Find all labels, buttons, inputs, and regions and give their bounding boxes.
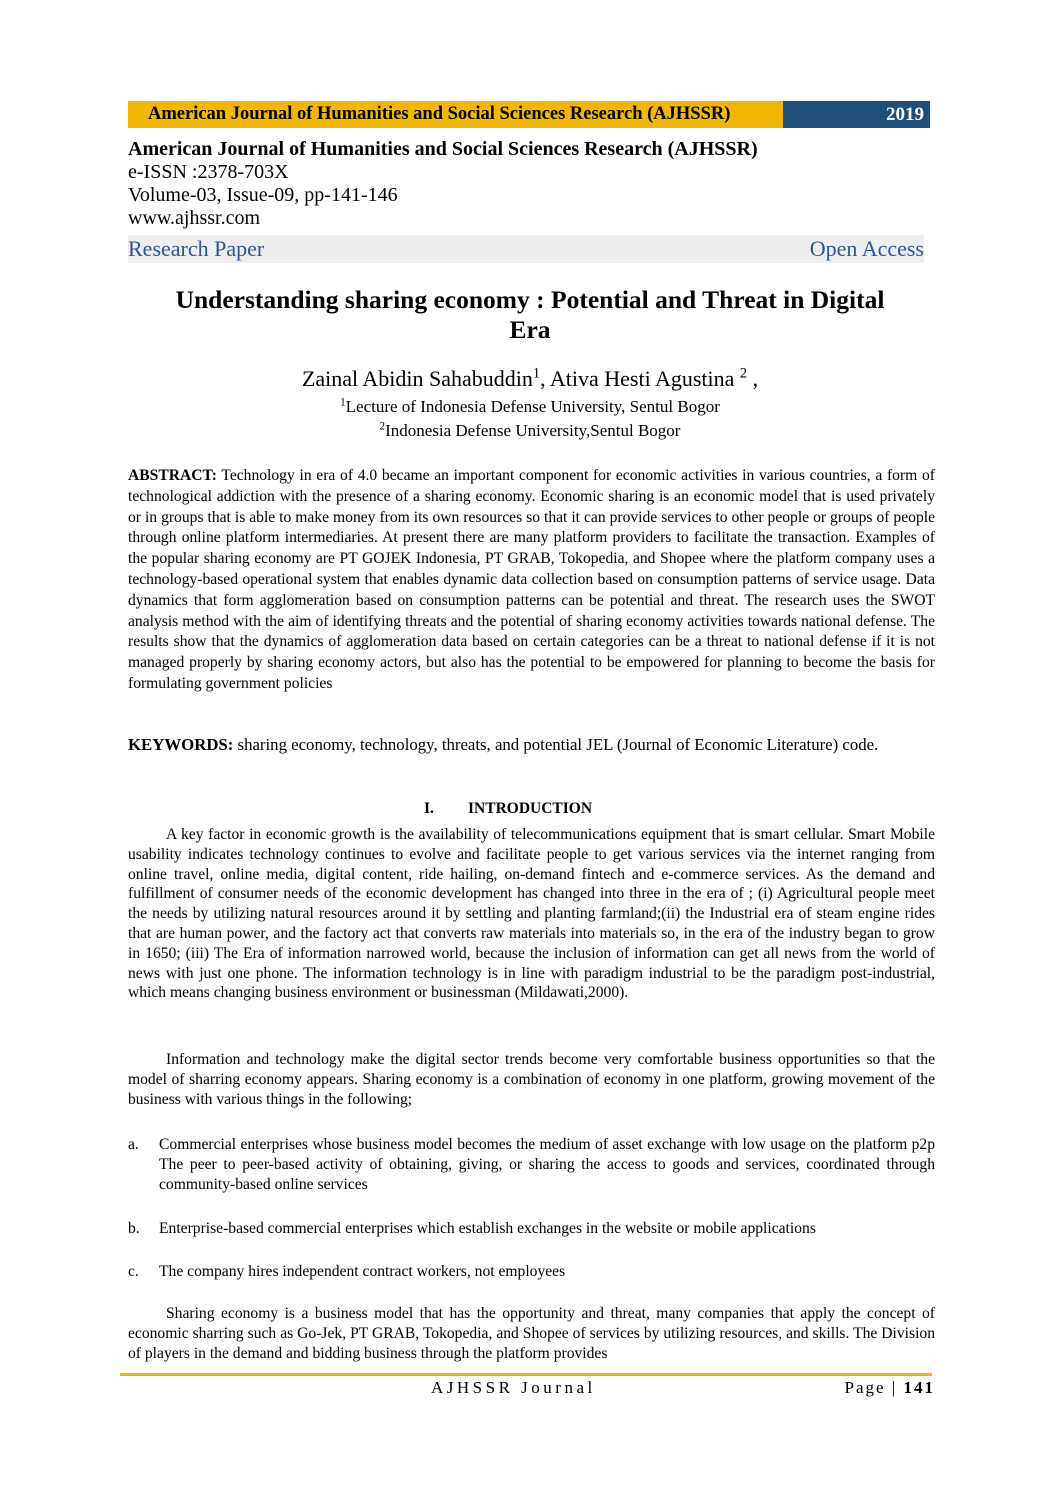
affiliation-2-mark: 2 (379, 420, 386, 433)
intro-paragraph-3: Sharing economy is a business model that has the opportunity and threat, many companies that apply the concept of economic sharring such as Go-Jek, PT GRAB, Tokopedia, and Shopee of services by utilizing resources, and skills. The Division of players in the demand and bidding business through the platform provides (128, 1305, 935, 1362)
author-separator: , (540, 366, 550, 391)
affiliation-2 (120, 421, 940, 441)
footer-rule (120, 1373, 932, 1376)
author-2: Ativa Hesti Agustina (549, 366, 740, 391)
journal-title: American Journal of Humanities and Social Sciences Research (AJHSSR) (128, 138, 758, 160)
section-number: I. (424, 800, 434, 817)
paper-type-bar (128, 235, 924, 263)
keywords-label: KEYWORDS: (128, 735, 234, 754)
list-item (128, 1135, 935, 1194)
abstract (128, 466, 935, 695)
intro-paragraph-2: Information and technology make the digital sector trends become very comfortable business opportunities so that the model of sharring economy appears. Sharing economy is a combination of economy in one platform, growing movement of the business with various things in the following; (128, 1051, 935, 1108)
affiliation-2-text: Indonesia Defense University,Sentul Bogor (385, 421, 681, 440)
affiliation-1-mark: 1 (340, 396, 346, 409)
footer-page-number: 141 (903, 1378, 935, 1397)
open-access-label: Open Access (809, 236, 924, 261)
journal-website[interactable]: www.ajhssr.com (128, 207, 261, 229)
affiliation-1-text: Lecture of Indonesia Defense University, Sentul Bogor (345, 397, 720, 416)
author-1-affiliation-mark: 1 (532, 365, 541, 382)
list-marker: a. (128, 1136, 139, 1153)
author-trailing: , (747, 366, 759, 391)
authors (120, 366, 940, 392)
running-header (128, 101, 930, 128)
list-item (128, 1219, 935, 1239)
list-item (128, 1262, 935, 1282)
keywords-text: sharing economy, technology, threats, and potential JEL (Journal of Economic Literature) code. (233, 735, 879, 754)
list-marker: b. (128, 1220, 140, 1237)
affiliation-1 (120, 397, 940, 417)
footer-page-prefix: Page | (844, 1378, 904, 1397)
paper-title (110, 285, 950, 345)
abstract-text: Technology in era of 4.0 became an important component for economic activities in various countries, a form of technological addiction with the presence of a sharing economy. Economic sharing is an economic model that is used privately or in groups that is able to make money from its own resources so that it can provide services to other people or groups of people through online platform intermediaries. At present there are many platform providers to facilitate the transaction. Examples of the popular sharing economy are PT GOJEK Indonesia, PT GRAB, Tokopedia, and Shopee where the platform company uses a technology-based operational system that enables dynamic data collection based on consumption patterns of service usage. Data dynamics that form agglomeration based on consumption patterns can be potential and threat. The research uses the SWOT analysis method with the aim of identifying threats and the potential of sharing economy activities towards national defense. The results show that the dynamics of agglomeration data based on certain categories can be a threat to national defense if it is not managed properly by sharing economy actors, but also has the potential to be empowered for planning to become the basis for formulating government policies (128, 467, 935, 692)
abstract-label: ABSTRACT: (128, 467, 217, 484)
running-header-journal: American Journal of Humanities and Social Sciences Research (AJHSSR) (128, 101, 783, 128)
list-item-text: Enterprise-based commercial enterprises which establish exchanges in the website or mobile applications (159, 1220, 816, 1237)
paper-title-line-1: Understanding sharing economy : Potential and Threat in Digital (175, 285, 885, 314)
intro-paragraph-1: A key factor in economic growth is the availability of telecommunications equipment that is smart cellular. Smart Mobile usability indicates technology continues to evolve and facilitate people to get various services via the internet ranging from online travel, online media, digital content, ride hailing, on-demand fintech and e-commerce services. As the demand and fulfillment of consumer needs of the economic development has changed into three in the era of ; (i) Agricultural people meet the needs by utilizing natural resources around it by settling and planting farmland;(ii) the Industrial era of steam engine rides that are human power, and the factory act that converts raw materials into materials so, in the era of the industry began to grow in 1650; (iii) The Era of information narrowed world, because the inclusion of information can get all news from the world of news with just one phone. The information technology is in line with paradigm industrial to be the paradigm post-industrial, which means changing business environment or businessman (Mildawati,2000). (128, 826, 935, 1002)
paper-title-line-2: Era (509, 315, 551, 344)
section-title: INTRODUCTION (468, 800, 593, 817)
list-item-text: Commercial enterprises whose business model becomes the medium of asset exchange with low usage on the platform p2p The peer to peer-based activity of obtaining, giving, or sharing the access to goods and services, coordinated through community-based online services (159, 1136, 935, 1193)
keywords (128, 734, 888, 755)
author-2-affiliation-mark: 2 (739, 365, 748, 382)
journal-issn: e-ISSN :2378-703X (128, 161, 289, 183)
footer-page (845, 1377, 935, 1399)
paper-type-label: Research Paper (128, 236, 265, 261)
footer-journal: AJHSSR Journal (431, 1378, 596, 1397)
journal-info (128, 138, 928, 230)
running-header-year: 2019 (783, 101, 930, 128)
list-marker: c. (128, 1263, 139, 1280)
list-item-text: The company hires independent contract workers, not employees (159, 1263, 566, 1280)
author-1: Zainal Abidin Sahabuddin (301, 366, 533, 391)
journal-volume: Volume-03, Issue-09, pp-141-146 (128, 184, 398, 206)
